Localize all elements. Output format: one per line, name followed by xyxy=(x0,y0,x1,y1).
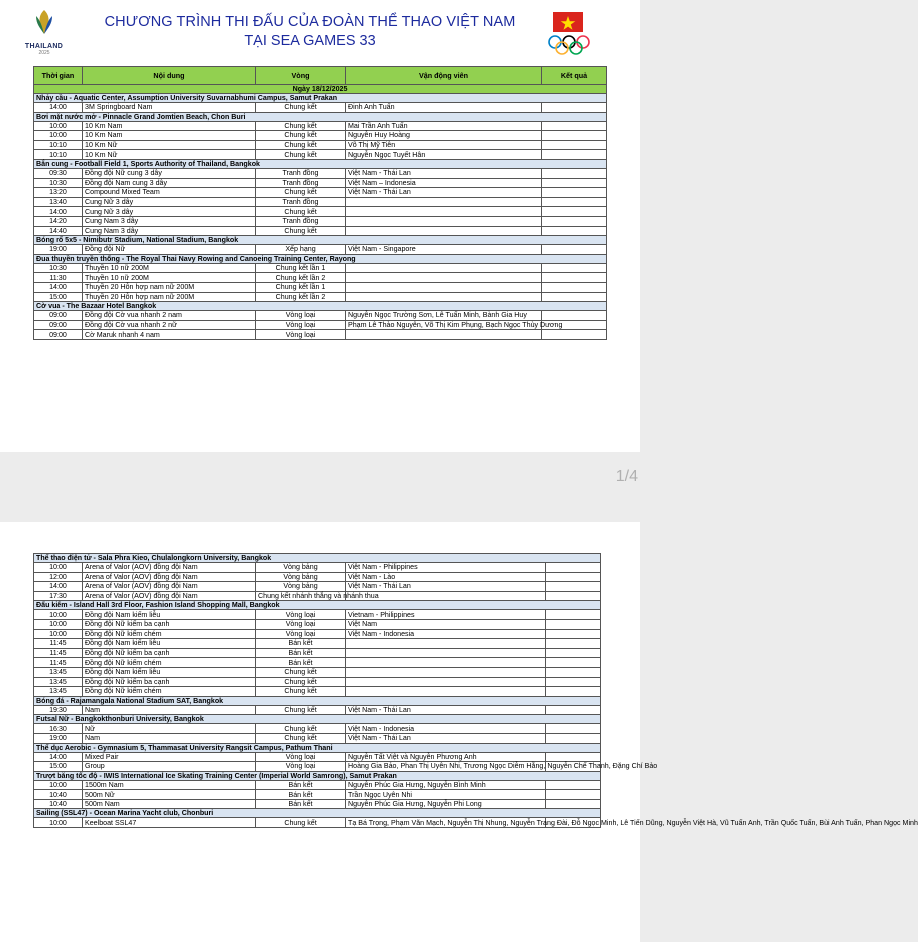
page-indicator: 1/4 xyxy=(615,468,638,485)
round-cell: Chung kết xyxy=(256,121,346,131)
round-cell: Vòng loại xyxy=(256,330,346,340)
result-cell xyxy=(546,582,601,592)
time-cell: 19:30 xyxy=(34,705,83,715)
time-cell: 13:40 xyxy=(34,197,83,207)
athletes-cell: Nguyễn Phúc Gia Hưng, Nguyễn Bình Minh xyxy=(346,780,546,790)
round-cell: Chung kết nhánh thắng và nhánh thua xyxy=(256,591,346,601)
result-cell xyxy=(546,687,601,697)
athletes-cell: Trần Ngọc Uyên Nhi xyxy=(346,790,546,800)
round-cell: Xếp hạng xyxy=(256,245,346,255)
content-cell: Đồng đội Nữ kiếm chém xyxy=(83,687,256,697)
content-cell: 500m Nam xyxy=(83,799,256,809)
column-header-time: Thời gian xyxy=(34,67,83,85)
time-cell: 14:40 xyxy=(34,226,83,236)
athletes-cell: Việt Nam - Thái Lan xyxy=(346,188,542,198)
result-cell xyxy=(546,705,601,715)
content-cell: Arena of Valor (AOV) đồng đội Nam xyxy=(83,582,256,592)
table-row xyxy=(34,188,607,198)
round-cell: Bán kết xyxy=(256,799,346,809)
table-row xyxy=(34,207,607,217)
athletes-cell xyxy=(346,263,542,273)
time-cell: 17:30 xyxy=(34,591,83,601)
athletes-cell xyxy=(346,197,542,207)
round-cell: Tranh đồng xyxy=(256,168,346,178)
venue-label: Futsal Nữ - Bangkokthonburi University, Bangkok xyxy=(34,715,601,724)
content-cell: Đồng đội Nữ kiếm chém xyxy=(83,658,256,668)
time-cell: 10:00 xyxy=(34,780,83,790)
time-cell: 10:00 xyxy=(34,818,83,828)
result-cell xyxy=(546,752,601,762)
result-cell xyxy=(546,677,601,687)
result-cell xyxy=(542,216,607,226)
time-cell: 15:00 xyxy=(34,762,83,772)
round-cell: Bán kết xyxy=(256,648,346,658)
table-row xyxy=(34,818,601,828)
result-cell xyxy=(542,140,607,150)
athletes-cell: Nguyễn Tất Việt và Nguyễn Phương Anh xyxy=(346,752,546,762)
round-cell: Tranh đồng xyxy=(256,178,346,188)
round-cell: Vòng loại xyxy=(256,311,346,321)
round-cell: Vòng bảng xyxy=(256,572,346,582)
thailand-2025-logo xyxy=(20,8,68,56)
table-row xyxy=(34,168,607,178)
content-cell: Mixed Pair xyxy=(83,752,256,762)
logo-text: THAILAND xyxy=(24,43,64,50)
content-cell: Đồng đội Cờ vua nhanh 2 nữ xyxy=(83,320,256,330)
result-cell xyxy=(546,658,601,668)
table-row xyxy=(34,103,607,113)
olympic-rings-icon xyxy=(549,36,589,54)
athletes-cell: Việt Nam - Thái Lan xyxy=(346,582,546,592)
table-row xyxy=(34,197,607,207)
content-cell: Arena of Valor (AOV) đồng đội Nam xyxy=(83,591,256,601)
time-cell: 10:00 xyxy=(34,619,83,629)
logo-year: 2025 xyxy=(38,50,50,56)
athletes-cell: Nguyễn Ngọc Tuyết Hân xyxy=(346,150,542,160)
round-cell: Bán kết xyxy=(256,639,346,649)
athletes-cell: Nguyễn Ngọc Trường Sơn, Lê Tuấn Minh, Bành Gia Huy xyxy=(346,311,542,321)
table-row xyxy=(34,330,607,340)
venue-row xyxy=(34,554,601,563)
round-cell: Chung kết xyxy=(256,705,346,715)
round-cell: Tranh đồng xyxy=(256,216,346,226)
result-cell xyxy=(546,648,601,658)
table-row xyxy=(34,150,607,160)
result-cell xyxy=(542,245,607,255)
round-cell: Chung kết xyxy=(256,724,346,734)
round-cell: Vòng loại xyxy=(256,762,346,772)
time-cell: 14:00 xyxy=(34,582,83,592)
content-cell: 3M Springboard Nam xyxy=(83,103,256,113)
athletes-cell xyxy=(346,677,546,687)
table-row xyxy=(34,667,601,677)
venue-label: Nhảy cầu - Aquatic Center, Assumption University Suvarnabhumi Campus, Samut Prakan xyxy=(34,94,607,103)
athletes-cell xyxy=(346,207,542,217)
content-cell: 10 Km Nam xyxy=(83,131,256,141)
time-cell: 10:30 xyxy=(34,263,83,273)
time-cell: 10:00 xyxy=(34,629,83,639)
time-cell: 13:20 xyxy=(34,188,83,198)
round-cell: Bán kết xyxy=(256,780,346,790)
content-cell: Arena of Valor (AOV) đồng đội Nam xyxy=(83,563,256,573)
title-line-2: TẠI SEA GAMES 33 xyxy=(244,33,376,49)
result-cell xyxy=(542,178,607,188)
time-cell: 13:45 xyxy=(34,687,83,697)
round-cell: Chung kết lần 1 xyxy=(256,282,346,292)
result-cell xyxy=(542,282,607,292)
athletes-cell: Việt Nam - Lào xyxy=(346,572,546,582)
time-cell: 14:00 xyxy=(34,282,83,292)
result-cell xyxy=(542,150,607,160)
athletes-cell: Hoàng Gia Bảo, Phan Thị Uyên Nhi, Trương Ngọc Diễm Hằng, Nguyễn Chế Thanh, Đặng Chí Bảo xyxy=(346,762,546,772)
round-cell: Vòng bảng xyxy=(256,563,346,573)
venue-label: Sailing (SSL47) - Ocean Marina Yacht club, Chonburi xyxy=(34,809,601,818)
content-cell: Đồng đội Nữ kiếm chém xyxy=(83,629,256,639)
athletes-cell xyxy=(346,292,542,302)
result-cell xyxy=(546,790,601,800)
content-cell: Group xyxy=(83,762,256,772)
content-cell: 1500m Nam xyxy=(83,780,256,790)
time-cell: 10:00 xyxy=(34,563,83,573)
athletes-cell: Đinh Anh Tuấn xyxy=(346,103,542,113)
table-row xyxy=(34,677,601,687)
time-cell: 11:45 xyxy=(34,639,83,649)
date-row xyxy=(34,85,607,94)
table-row xyxy=(34,790,601,800)
round-cell: Chung kết xyxy=(256,207,346,217)
athletes-cell: Nguyễn Phúc Gia Hưng, Nguyễn Phi Long xyxy=(346,799,546,809)
schedule-table-page-1 xyxy=(33,66,607,340)
content-cell: Đồng đội Nam kiếm liễu xyxy=(83,610,256,620)
title-line-1: CHƯƠNG TRÌNH THI ĐẤU CỦA ĐOÀN THỂ THAO VIỆT NAM xyxy=(104,14,516,30)
table-row xyxy=(34,629,601,639)
content-cell: Thuyền 20 Hỗn hợp nam nữ 200M xyxy=(83,282,256,292)
table-row xyxy=(34,121,607,131)
result-cell xyxy=(546,780,601,790)
round-cell: Tranh đồng xyxy=(256,197,346,207)
round-cell: Bán kết xyxy=(256,790,346,800)
table-row xyxy=(34,245,607,255)
result-cell xyxy=(542,103,607,113)
content-cell: Đồng đội Nam kiếm liễu xyxy=(83,667,256,677)
athletes-cell xyxy=(346,226,542,236)
time-cell: 15:00 xyxy=(34,292,83,302)
round-cell: Chung kết xyxy=(256,188,346,198)
time-cell: 10:10 xyxy=(34,150,83,160)
result-cell xyxy=(542,168,607,178)
content-cell: 10 Km Nam xyxy=(83,121,256,131)
games-emblem-icon xyxy=(30,8,58,36)
result-cell xyxy=(542,197,607,207)
athletes-cell: Việt Nam - Singapore xyxy=(346,245,542,255)
time-cell: 10:30 xyxy=(34,178,83,188)
round-cell: Vòng bảng xyxy=(256,582,346,592)
venue-row xyxy=(34,809,601,818)
table-row xyxy=(34,178,607,188)
table-row xyxy=(34,292,607,302)
athletes-cell xyxy=(346,282,542,292)
table-row xyxy=(34,752,601,762)
result-cell xyxy=(542,188,607,198)
table-row xyxy=(34,687,601,697)
time-cell: 11:30 xyxy=(34,273,83,283)
table-row xyxy=(34,658,601,668)
result-cell xyxy=(542,273,607,283)
table-row xyxy=(34,216,607,226)
document-header xyxy=(0,0,640,62)
athletes-cell xyxy=(346,648,546,658)
time-cell: 10:40 xyxy=(34,790,83,800)
content-cell: Cung Nữ 3 dây xyxy=(83,197,256,207)
date-label: Ngày 18/12/2025 xyxy=(34,85,607,94)
athletes-cell xyxy=(346,687,546,697)
content-cell: Đồng đội Nam cung 3 dây xyxy=(83,178,256,188)
round-cell: Chung kết xyxy=(256,733,346,743)
round-cell: Chung kết xyxy=(256,131,346,141)
table-row xyxy=(34,263,607,273)
athletes-cell xyxy=(346,330,542,340)
athletes-cell xyxy=(346,216,542,226)
round-cell: Chung kết lần 2 xyxy=(256,292,346,302)
round-cell: Chung kết xyxy=(256,667,346,677)
result-cell xyxy=(542,131,607,141)
round-cell: Chung kết lần 2 xyxy=(256,273,346,283)
athletes-cell: Việt Nam - Philippines xyxy=(346,563,546,573)
venue-label: Trượt băng tốc độ - IWIS International Ice Skating Training Center (Imperial World Samrong), Samut Prakan xyxy=(34,771,601,780)
content-cell: Nam xyxy=(83,705,256,715)
time-cell: 10:00 xyxy=(34,131,83,141)
round-cell: Vòng loại xyxy=(256,629,346,639)
content-cell: Cờ Maruk nhanh 4 nam xyxy=(83,330,256,340)
result-cell xyxy=(542,121,607,131)
content-cell: 10 Km Nữ xyxy=(83,150,256,160)
content-cell: Nữ xyxy=(83,724,256,734)
column-header-result: Kết quả xyxy=(542,67,607,85)
table-row xyxy=(34,591,601,601)
table-row xyxy=(34,648,601,658)
venue-label: Thể dục Aerobic - Gymnasium 5, Thammasat University Rangsit Campus, Pathum Thani xyxy=(34,743,601,752)
athletes-cell: Việt Nam - Thái Lan xyxy=(346,733,546,743)
athletes-cell: Phạm Lê Thảo Nguyên, Võ Thị Kim Phụng, Bạch Ngọc Thùy Dương xyxy=(346,320,542,330)
vietnam-olympic-logo xyxy=(543,12,603,56)
content-cell: Đồng đội Nữ kiếm ba cạnh xyxy=(83,619,256,629)
schedule-table-page-2 xyxy=(33,553,918,828)
schedule-body-page-1 xyxy=(34,85,607,340)
table-row xyxy=(34,226,607,236)
table-row xyxy=(34,705,601,715)
result-cell xyxy=(542,311,607,321)
athletes-cell: Nguyễn Huy Hoàng xyxy=(346,131,542,141)
athletes-cell xyxy=(346,658,546,668)
content-cell: 10 Km Nữ xyxy=(83,140,256,150)
content-cell: Cung Nam 3 dây xyxy=(83,216,256,226)
venue-row xyxy=(34,696,601,705)
result-cell xyxy=(546,667,601,677)
table-header-row xyxy=(34,67,607,85)
venue-row xyxy=(34,715,601,724)
venue-label: Bóng rổ 5x5 - Nimibutr Stadium, National Stadium, Bangkok xyxy=(34,236,607,245)
round-cell: Vòng loại xyxy=(256,610,346,620)
column-header-content: Nội dung xyxy=(83,67,256,85)
time-cell: 09:30 xyxy=(34,168,83,178)
result-cell xyxy=(546,563,601,573)
round-cell: Chung kết xyxy=(256,677,346,687)
venue-row xyxy=(34,159,607,168)
time-cell: 19:00 xyxy=(34,733,83,743)
table-row xyxy=(34,610,601,620)
round-cell: Vòng loại xyxy=(256,320,346,330)
time-cell: 14:20 xyxy=(34,216,83,226)
athletes-cell: Tạ Bá Trọng, Phạm Văn Mạch, Nguyễn Thị Nhung, Nguyễn Trang Đài, Đỗ Ngọc Minh, Lê Tiến Dũng, Nguyễn Việt Hà, Vũ Tuấn Anh, Trần Quốc Tuấn, Bùi Anh Tuấn, Phan Ngọc Minh xyxy=(346,818,546,828)
result-cell xyxy=(542,207,607,217)
time-cell: 10:40 xyxy=(34,799,83,809)
athletes-cell: Việt Nam - Indonesia xyxy=(346,724,546,734)
table-row xyxy=(34,619,601,629)
venue-label: Bắn cung - Football Field 1, Sports Authority of Thailand, Bangkok xyxy=(34,159,607,168)
round-cell: Vòng loại xyxy=(256,619,346,629)
document-page-1 xyxy=(0,0,640,452)
schedule-body-page-2 xyxy=(34,554,918,828)
content-cell: Đồng đội Nữ xyxy=(83,245,256,255)
time-cell: 09:00 xyxy=(34,311,83,321)
result-cell xyxy=(546,591,601,601)
table-row xyxy=(34,799,601,809)
result-cell xyxy=(542,226,607,236)
time-cell: 10:00 xyxy=(34,121,83,131)
time-cell: 13:45 xyxy=(34,677,83,687)
athletes-cell: Việt Nam - Indonesia xyxy=(346,629,546,639)
round-cell: Chung kết lần 1 xyxy=(256,263,346,273)
table-row xyxy=(34,131,607,141)
result-cell xyxy=(546,799,601,809)
content-cell: 500m Nữ xyxy=(83,790,256,800)
table-row xyxy=(34,724,601,734)
content-cell: Nam xyxy=(83,733,256,743)
venue-label: Cờ vua - The Bazaar Hotel Bangkok xyxy=(34,302,607,311)
table-row xyxy=(34,582,601,592)
document-page-2 xyxy=(0,522,918,942)
time-cell: 12:00 xyxy=(34,572,83,582)
time-cell: 09:00 xyxy=(34,320,83,330)
venue-label: Thể thao điện tử - Sala Phra Kieo, Chulalongkorn University, Bangkok xyxy=(34,554,601,563)
time-cell: 10:00 xyxy=(34,610,83,620)
athletes-cell xyxy=(346,273,542,283)
round-cell: Chung kết xyxy=(256,687,346,697)
content-cell: Compound Mixed Team xyxy=(83,188,256,198)
table-row xyxy=(34,563,601,573)
content-cell: Thuyền 10 nữ 200M xyxy=(83,263,256,273)
content-cell: Thuyền 10 nữ 200M xyxy=(83,273,256,283)
venue-row xyxy=(34,112,607,121)
content-cell: Cung Nam 3 dây xyxy=(83,226,256,236)
round-cell: Chung kết xyxy=(256,103,346,113)
column-header-round: Vòng xyxy=(256,67,346,85)
athletes-cell: Việt Nam xyxy=(346,619,546,629)
content-cell: Đồng đội Nữ cung 3 dây xyxy=(83,168,256,178)
venue-row xyxy=(34,601,601,610)
round-cell: Chung kết xyxy=(256,150,346,160)
time-cell: 19:00 xyxy=(34,245,83,255)
content-cell: Đồng đội Nam kiếm liễu xyxy=(83,639,256,649)
table-row xyxy=(34,733,601,743)
venue-row xyxy=(34,254,607,263)
table-row xyxy=(34,780,601,790)
content-cell: Cung Nữ 3 dây xyxy=(83,207,256,217)
round-cell: Bán kết xyxy=(256,658,346,668)
venue-row xyxy=(34,302,607,311)
content-cell: Arena of Valor (AOV) đồng đội Nam xyxy=(83,572,256,582)
result-cell xyxy=(546,629,601,639)
content-cell: Keelboat SSL47 xyxy=(83,818,256,828)
table-row xyxy=(34,311,607,321)
time-cell: 16:30 xyxy=(34,724,83,734)
venue-label: Đua thuyền truyền thống - The Royal Thai Navy Rowing and Canoeing Training Center, Rayong xyxy=(34,254,607,263)
content-cell: Thuyền 20 Hỗn hợp nam nữ 200M xyxy=(83,292,256,302)
time-cell: 11:45 xyxy=(34,658,83,668)
time-cell: 13:45 xyxy=(34,667,83,677)
athletes-cell: Việt Nam – Indonesia xyxy=(346,178,542,188)
table-row xyxy=(34,572,601,582)
athletes-cell: Việt Nam - Thái Lan xyxy=(346,705,546,715)
table-row xyxy=(34,762,601,772)
time-cell: 14:00 xyxy=(34,207,83,217)
athletes-cell xyxy=(346,639,546,649)
venue-row xyxy=(34,94,607,103)
time-cell: 14:00 xyxy=(34,103,83,113)
athletes-cell: Võ Thị Mỹ Tiên xyxy=(346,140,542,150)
result-cell xyxy=(546,572,601,582)
athletes-cell: Vietnam - Philippines xyxy=(346,610,546,620)
result-cell xyxy=(546,619,601,629)
result-cell xyxy=(546,639,601,649)
round-cell: Vòng loại xyxy=(256,752,346,762)
venue-row xyxy=(34,771,601,780)
table-row xyxy=(34,320,607,330)
table-row xyxy=(34,282,607,292)
result-cell xyxy=(542,263,607,273)
result-cell xyxy=(542,330,607,340)
athletes-cell: Việt Nam - Thái Lan xyxy=(346,168,542,178)
result-cell xyxy=(546,610,601,620)
result-cell xyxy=(542,292,607,302)
round-cell: Chung kết xyxy=(256,226,346,236)
athletes-cell: Mai Trần Anh Tuấn xyxy=(346,121,542,131)
venue-row xyxy=(34,236,607,245)
content-cell: Đồng đội Nữ kiếm ba cạnh xyxy=(83,677,256,687)
venue-label: Bơi mặt nước mở - Pinnacle Grand Jomtien Beach, Chon Buri xyxy=(34,112,607,121)
content-cell: Đồng đội Cờ vua nhanh 2 nam xyxy=(83,311,256,321)
content-cell: Đồng đội Nữ kiếm ba cạnh xyxy=(83,648,256,658)
result-cell xyxy=(546,724,601,734)
table-row xyxy=(34,273,607,283)
venue-label: Bóng đá - Rajamangala National Stadium SAT, Bangkok xyxy=(34,696,601,705)
round-cell: Chung kết xyxy=(256,140,346,150)
time-cell: 10:10 xyxy=(34,140,83,150)
column-header-athletes: Vận động viên xyxy=(346,67,542,85)
time-cell: 11:45 xyxy=(34,648,83,658)
time-cell: 09:00 xyxy=(34,330,83,340)
result-cell xyxy=(546,733,601,743)
table-row xyxy=(34,140,607,150)
table-row xyxy=(34,639,601,649)
athletes-cell xyxy=(346,667,546,677)
round-cell: Chung kết xyxy=(256,818,346,828)
venue-row xyxy=(34,743,601,752)
venue-label: Đấu kiếm - Island Hall 3rd Floor, Fashion Island Shopping Mall, Bangkok xyxy=(34,601,601,610)
time-cell: 14:00 xyxy=(34,752,83,762)
